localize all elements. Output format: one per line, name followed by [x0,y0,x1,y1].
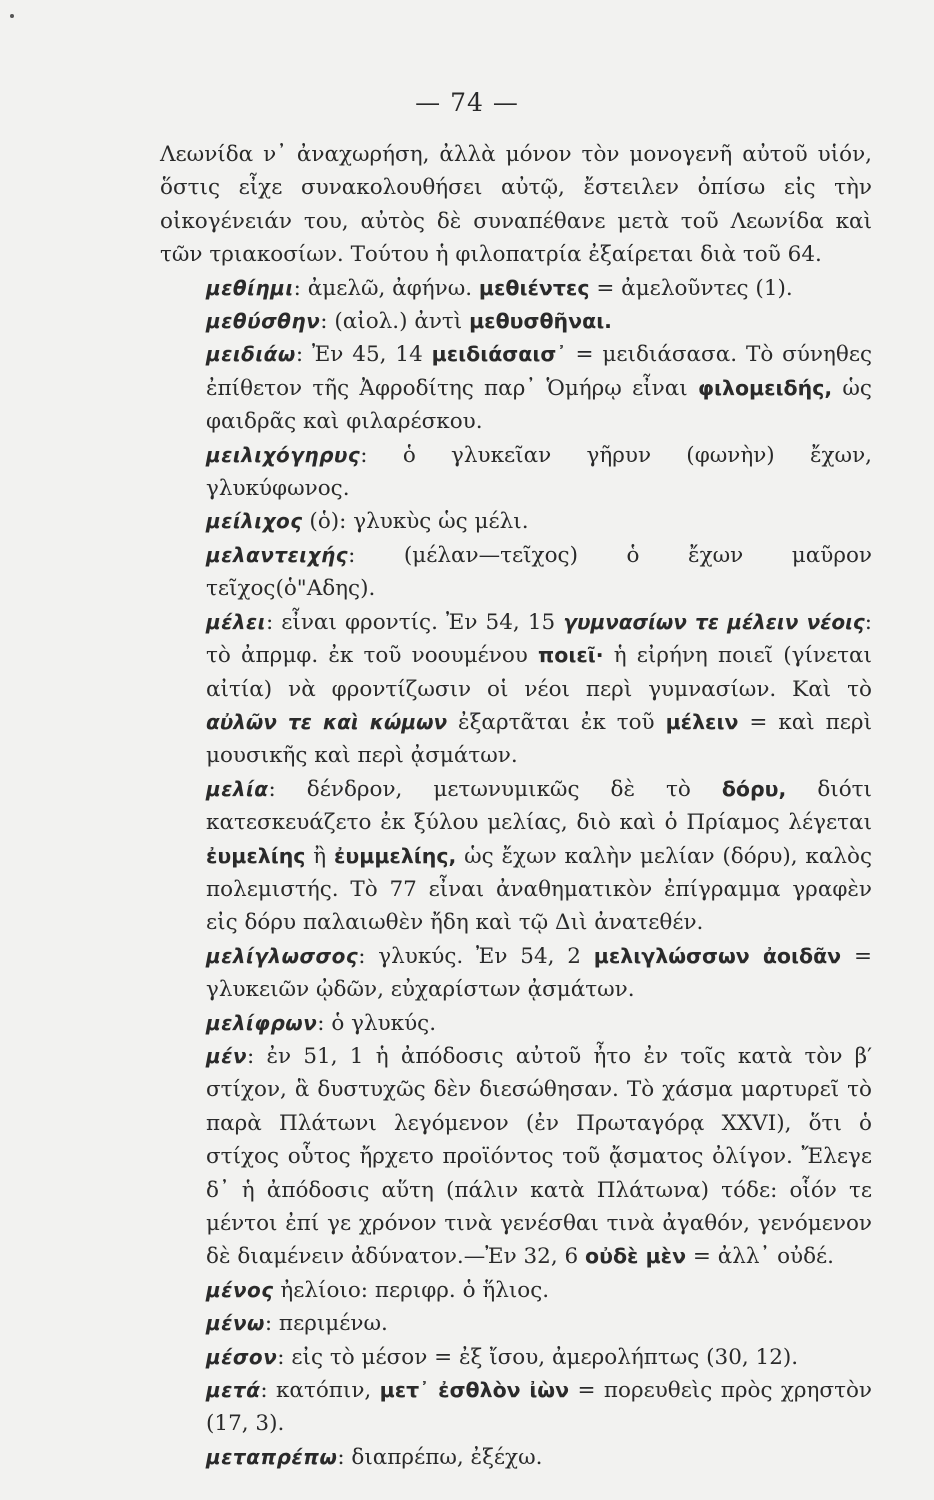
headword: μεθύσθην [206,309,321,334]
glossary-entry-meno [160,1307,872,1340]
glossary-entry-methysthen [160,305,872,338]
headword: μετά [206,1378,261,1403]
headword: μεθίημι [206,275,294,300]
entry-text: : ὁ γλυκεῖαν γῆρυν (φωνὴν) ἔχων, γλυκύφωνος. [206,442,872,502]
headword: μέλει [206,609,266,634]
headword: μελία [206,776,269,801]
entry-text: = καὶ περὶ μουσικῆς καὶ περὶ ᾀσμάτων. [206,709,873,769]
entry-text: : εἶναι φροντίς. Ἐν 54, 15 [265,609,564,635]
continued-paragraph [160,138,872,272]
bold-term: μέλειν [665,709,739,734]
entry-text: = ἀλλ᾽ οὐδέ. [686,1244,835,1270]
entry-text: : τὸ ἀπρμφ. ἐκ τοῦ νοουμένου [206,609,872,669]
glossary-entry-melanteiches [160,539,872,606]
entry-text: ὡς ἔχων καλὴν μελίαν (δόρυ), καλὸς πολεμιστής. Τὸ 77 εἶναι ἀναθηματικὸν ἐπίγραμμα γραφὲν εἰς δόρυ παλαιωθὲν ἤδη καὶ τῷ Διὶ ἀνατεθέν. [206,843,872,936]
glossary-entry-meilichos [160,505,872,538]
entry-text: ἡ εἰρήνη ποιεῖ (γίνεται αἰτία) νὰ φροντίζωσιν οἱ νέοι περὶ γυμνασίων. Καὶ τὸ [206,643,872,702]
headword: μελαντειχής [206,542,349,567]
entry-text: : δένδρον, μετωνυμικῶς δὲ τὸ [268,776,722,802]
entry-text: : ὁ γλυκύς. [317,1010,437,1036]
headword: μένω [206,1311,265,1336]
bold-term: ἐυμελίης [206,843,306,868]
glossary-entry-meson [160,1341,872,1374]
margin-speck [10,14,14,18]
entry-text: διότι κατεσκευάζετο ἐκ ξύλου μελίας, διὸ καὶ ὁ Πρίαμος λέγεται [206,776,872,836]
bold-term: φιλομειδής, [697,375,833,400]
bold-term: μελιγλώσσων ἀοιδᾶν [593,943,842,968]
entry-text: : (αἰολ.) ἀντὶ [320,309,470,335]
entry-text: : διαπρέπω, ἐξέχω. [337,1444,543,1470]
entry-text: = ἀμελοῦντες (1). [589,275,793,301]
bold-term: ἐυμμελίης, [333,843,457,868]
entry-text: (ὁ): γλυκὺς ὡς μέλι. [302,509,529,535]
entry-text: : περιμένω. [264,1311,388,1337]
entry-text: ἐξαρτᾶται ἐκ τοῦ [447,709,666,735]
entry-text: : κατόπιν, [260,1378,380,1404]
glossary-entry-meliphron [160,1007,872,1040]
entry-text: : ἀμελῶ, ἀφήνω. [293,275,479,301]
entry-text: : (μέλαν—τεῖχος) ὁ ἔχων μαῦρον τεῖχος(ὁ"Αδης). [206,542,872,602]
entry-text: = πορευθεὶς πρὸς χρηστὸν (17, 3). [206,1378,873,1437]
bold-term: μειδιάσαισ᾽ [431,342,567,367]
glossary-entry-methiemi [160,272,872,305]
glossary-text [160,138,872,1474]
headword: μειδιάω [206,342,296,367]
headword: μέσον [206,1344,278,1369]
page-number: — 74 — [415,88,519,117]
entry-text: ὡς φαιδρᾶς καὶ φιλαρέσκου. [206,375,872,435]
entry-text: : εἰς τὸ μέσον = ἐξ ἴσου, ἀμερολήπτως (30, 12). [277,1344,799,1370]
headword: μεταπρέπω [206,1444,338,1469]
entry-text: : γλυκύς. Ἐν 54, 2 [358,943,594,969]
headword: μένος [206,1277,274,1302]
headword: μελίγλωσσος [206,943,359,968]
bold-term: δόρυ, [721,776,787,801]
glossary-entry-melei [160,606,872,773]
entry-text: : ἐν 51, 1 ἡ ἀπόδοσις αὐτοῦ ἦτο ἐν τοῖς κατὰ τὸν β′ στίχον, ἃ δυστυχῶς δὲν διεσώθησαν. Τὸ χάσμα μαρτυρεῖ τὸ παρὰ Πλάτωνι λεγόμενον (ἐν Πρωταγόρᾳ XXVI), ὅτι ὁ στίχος οὗτος ἤρχετο προϊόντος τοῦ ᾄσματος ὀλίγον. Ἔλεγε δ᾽ ἡ ἀπόδοσις αὕτη (πάλιν κατὰ Πλάτωνα) τόδε: οἷόν τε μέντοι ἐπί γε χρόνον τινὰ γενέσθαι τινὰ ἀγαθόν, γενόμενον δὲ διαμένειν ἀδύνατον.—Ἐν 32, 6 [206,1043,872,1270]
bold-term: μεθυσθῆναι. [469,309,612,334]
entry-text: ἢ [305,843,334,869]
glossary-entry-melia [160,773,872,940]
glossary-entry-menos [160,1274,872,1307]
bold-term: μετ᾽ ἐσθλὸν ἰὼν [379,1378,570,1403]
bold-term: μεθιέντες [478,275,590,300]
headword: μέν [206,1043,247,1068]
entry-text: : Ἐν 45, 14 [295,342,432,368]
bold-term: γυμνασίων τε μέλειν νέοις [563,609,865,634]
glossary-entry-meliglossos [160,940,872,1007]
glossary-entry-metaprepo [160,1441,872,1474]
headword: μειλιχόγηρυς [206,442,361,467]
headword: μελίφρων [206,1010,318,1035]
glossary-entry-meilichogerys [160,439,872,506]
headword: μείλιχος [206,509,303,534]
bold-term: αὐλῶν τε καὶ κώμων [206,709,448,734]
glossary-entry-meidiao [160,338,872,438]
glossary-entry-meta [160,1374,872,1441]
bold-term: ποιεῖ· [538,643,604,668]
glossary-entry-men [160,1040,872,1274]
entry-text: ἠελίοιο: περιφρ. ὁ ἥλιος. [273,1277,550,1303]
entry-text: = μειδιάσασα. Τὸ σύνηθες ἐπίθετον τῆς Ἀφροδίτης παρ᾽ Ὁμήρῳ εἶναι [206,342,872,401]
bold-term: οὐδὲ μὲν [585,1244,687,1269]
entry-text: = γλυκειῶν ᾠδῶν, εὐχαρίστων ᾀσμάτων. [206,943,872,1003]
paragraph-text: Λεωνίδα ν᾽ ἀναχωρήση, ἀλλὰ μόνον τὸν μονογενῆ αὐτοῦ υἱόν, ὅστις εἶχε συνακολουθήσει αὐτῷ, ἔστειλεν ὀπίσω εἰς τὴν οἰκογένειάν του, αὐτὸς δὲ συναπέθανε μετὰ τοῦ Λεωνίδα καὶ τῶν τριακοσίων. Τούτου ἡ φιλοπατρία ἐξαίρεται διὰ τοῦ 64. [160,142,872,268]
